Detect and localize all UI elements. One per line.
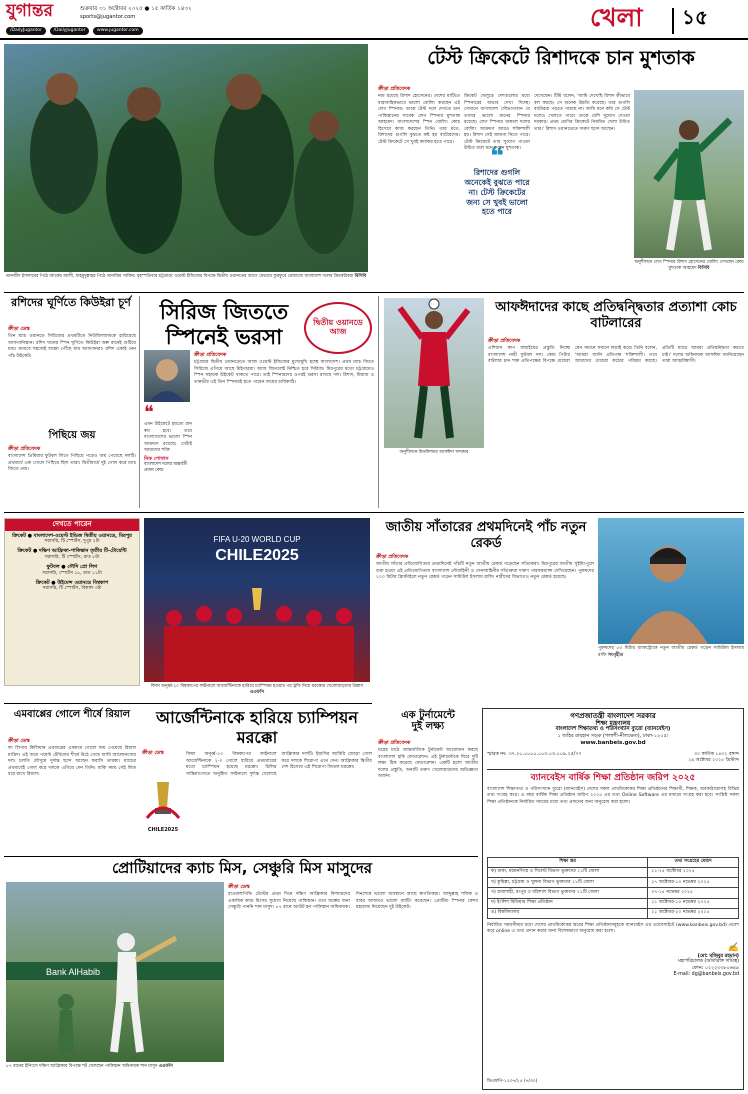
- page-number: ১৫: [682, 5, 708, 29]
- mushtaq-body-left: নাম রয়েছে রিশাদ হোসেনের। দেশের মাটিতে ধারাবাহিকভাবে ভালো বোলিং করছেন এই লেগ স্পিনার। তাকে টেস্ট দলে দেখতে চান পাকিস্তানের সাবেক লেগ স্পিনার মুশতাক আহমেদ। বাংলাদেশের স্পিন বোলিং কোচ হিসেবে কাজ করছেন তিনি। তার মতে, রিশাদের গুগলি বুঝতে কষ্ট হয় ব্যাটারদের। টেস্ট ক্রিকেটে সে খুবই কার্যকর হতে পারে।: [378, 94, 460, 145]
- tv-item: ক্রিকেট ● বাংলাদেশ-ওয়েস্ট ইন্ডিজ দ্বিতীয় ওয়ানডে, মিরপুর সরাসরি, টি স্পোর্টস, দুপুর ২টা: [12, 532, 132, 545]
- swim-byline: ক্রীড়া প্রতিবেদক: [376, 554, 409, 560]
- quote-mark-icon: ❝: [144, 402, 154, 423]
- team-photo-credit: বিসিবি: [354, 274, 367, 279]
- protea-photo-caption: ৮৭ রানের ইনিংসে দক্ষিণ আফ্রিকার বিপক্ষে শট খেলছেন পাকিস্তান অধিনায়ক শান মাসুদ এএফপি: [6, 1064, 173, 1069]
- protea-headline: প্রোটিয়াদের ক্যাচ মিস, সেঞ্চুরি মিস মাসুদের: [6, 860, 478, 877]
- pichhiye-byline: ক্রীড়া প্রতিবেদক: [8, 446, 41, 452]
- tv-item: ফুটবল ● সৌদি প্রো লিগ সরাসরি, স্পোর্টস ১৮, রাত ১১টা: [42, 564, 102, 576]
- divider: [4, 856, 478, 857]
- social-facebook[interactable]: /DailyJugantor: [6, 27, 46, 35]
- pichhiye-headline: পিছিয়ে জয়: [48, 430, 96, 441]
- table-row: গ) রাজশাহী, রংপুর ও বরিশাল বিভাগ ভুক্তদের ২১টি জেলা ০৭-১৫ নভেম্বর ২০২৫: [488, 888, 739, 898]
- quote-mark-icon: ❝: [489, 142, 505, 170]
- series-body: চট্টগ্রামে দ্বিতীয় ওয়ানডেতে আজ ওয়েস্ট ইন্ডিজের মুখোমুখি হচ্ছে বাংলাদেশ। প্রথম ম্যাচ জিতে সিরিজে এগিয়ে আছে টাইগাররা। আজ জিতলেই নিশ্চিত হবে সিরিজ। মিরপুরের মতো চট্টগ্রামেও স্পিন সহায়ক উইকেট থাকতে পারে। তাই স্পিনারদের ওপরই ভরসা রাখছে দল। রিশাদ, মিরাজ ও তানভীর এই তিন স্পিনারই হতে পারেন জয়ের চাবিকাঠি।: [194, 360, 374, 385]
- afeida-photo: [384, 298, 484, 448]
- ad-signature: ✍ (মো: মজিবুর রহমান) মহাপরিচালক (অতিরিক্ত দায়িত্ব) ফোন: ০২২২৩৩৮০৬৪৯ E-mail: dg@banbeis.gov.bd: [487, 942, 739, 979]
- team-photo-illustration: [4, 44, 368, 272]
- ad-gov-title: গণপ্রজাতন্ত্রী বাংলাদেশ সরকার: [570, 712, 656, 720]
- masthead-date: শুক্রবার ৩১ অক্টোবর ২০২৫ ● ১৫ কার্তিক ১৪৩২: [80, 6, 192, 12]
- footballer-illustration: [384, 298, 484, 448]
- section-divider: [672, 8, 674, 34]
- u20-photo-caption: ফিফা অনূর্ধ্ব-২০ বিশ্বকাপের ফাইনালে আর্জেন্টিনাকে হারিয়ে চ্যাম্পিয়ন হওয়ার পর ট্রফি নিয়ে মরক্কোর খেলোয়াড়দের উল্লাস এএফপি: [150, 684, 364, 695]
- ad-ministry: শিক্ষা মন্ত্রণালয়: [595, 719, 631, 727]
- tv-listing: [4, 518, 140, 686]
- table-row: ঙ) বিশ্ববিদ্যালয় ২১ অক্টোবর-২০ নভেম্বর ২০২৫: [488, 908, 739, 918]
- u20-logo: CHILE2025: [142, 778, 184, 852]
- mushtaq-byline: ক্রীড়া প্রতিবেদক: [378, 86, 411, 92]
- u20-logo-line2: CHILE2025: [215, 547, 299, 564]
- argentina-headline: আর্জেন্টিনাকে হারিয়ে চ্যাম্পিয়ন মরক্কো: [156, 708, 358, 747]
- swim-body: জাতীয় সাঁতার প্রতিযোগিতার প্রথমদিনেই পাঁচটি নতুন জাতীয় রেকর্ড গড়েছেন সাঁতারুরা। মিরপুরের জাতীয় সুইমিংপুলে শুরু হওয়া এই প্রতিযোগিতায় বাংলাদেশ নৌবাহিনী ও সেনাবাহিনীর সাঁতারুরা দারুণ পারফরম্যান্স দেখিয়েছেন। পুরুষদের ২০০ মিটার ফ্রিস্টাইলে নতুন রেকর্ড গড়েন সামিউল ইসলাম রাফি। নারীদের বিভাগেও নতুন রেকর্ড হয়েছে।: [376, 562, 594, 581]
- mbappe-byline: ক্রীড়া ডেস্ক: [8, 738, 30, 744]
- tv-item: ক্রিকেট ● দক্ষিণ আফ্রিকা-পাকিস্তান তৃতীয় টি-টোয়েন্টি সরাসরি, টি স্পোর্টস, রাত ৮টা: [17, 548, 127, 560]
- masthead-logo: যুগান্তর: [6, 1, 53, 21]
- pichhiye-body: বাংলাদেশ প্রিমিয়ার ফুটবল লিগে পিছিয়ে পড়েও জয় পেয়েছে দলটি। প্রথমার্ধে এক গোলে পিছিয়ে ছিল তারা। দ্বিতীয়ার্ধে দুই গোল করে ম্যাচ জিতে নেয়।: [8, 454, 136, 473]
- tv-listing-items: [5, 531, 139, 600]
- kiwis-headline: রশিদের ঘূর্ণিতে কিউইরা চূর্ণ: [11, 296, 131, 309]
- world-cup-trophy-icon: [143, 778, 183, 824]
- bowler-illustration: [634, 90, 744, 258]
- ad-web[interactable]: www.banbeis.gov.bd: [580, 739, 646, 746]
- tv-listing-title: দেখতে পারেন: [5, 519, 139, 531]
- swim-headline: জাতীয় সাঁতারের প্রথমদিনেই পাঁচ নতুন রেকর্ড: [385, 520, 587, 552]
- celebration-illustration: [144, 518, 370, 682]
- u20-celebration-photo: [144, 518, 370, 682]
- ad-org: বাংলাদেশ শিক্ষাতথ্য ও পরিসংখ্যান ব্যুরো (ব্যানবেইস): [555, 726, 671, 733]
- trophy-icon: [252, 588, 262, 610]
- coach-portrait: [144, 350, 190, 402]
- tournament-body: ঘরের মাঠে আন্তর্জাতিক টুর্নামেন্ট আয়োজন করছে বাংলাদেশ হকি ফেডারেশন। এই টুর্নামেন্টকে ঘিরে দুটি লক্ষ্য ঠিক করেছে ফেডারেশন। একটি হলো জাতীয় দলের প্রস্তুতি, অন্যটি তরুণ খেলোয়াড়দের অভিজ্ঞতা অর্জন।: [378, 748, 478, 780]
- column-rule: [378, 296, 379, 508]
- ad-memo: স্মারক নং: ৩৭.২০.০০০০.০০৩.০৩.০০৯.২৫/৭৭: [487, 751, 582, 757]
- ad-memo-row: [487, 752, 739, 764]
- table-row: ঘ) ইংলিশ মিডিয়াম শিক্ষা প্রতিষ্ঠান ২১ অক্টোবর-১০ নভেম্বর ২০২৫: [488, 898, 739, 908]
- kiwis-body: তিন ম্যাচ ওয়ানডে সিরিজের প্রথমটিতে নিউজিল্যান্ডকে হারিয়েছে আফগানিস্তান। রশিদ খানের স্পিন ঘূর্ণিতে কিউইরা অল্প রানেই গুটিয়ে যায়। জবাবে সহজেই লক্ষ্যে পৌঁছে যায় আফগানরা। রশিদ একাই নেন পাঁচ উইকেট।: [8, 334, 136, 359]
- protea-photo: [6, 882, 224, 1062]
- argentina-body: ফিফা অনূর্ধ্ব-২০ বিশ্বকাপের ফাইনালে আর্জেন্টিনাকে ২-০ গোলে হারিয়ে প্রথমবারের মতো চ্যাম্পিয়ন হয়েছে মরক্কো। চিলির সান্তিয়াগোতে অনুষ্ঠিত ফাইনালে দুর্দান্ত খেলেছে আফ্রিকার দলটি। ইয়াসির জাবিরি জোড়া গোল করে দলকে শিরোপা এনে দেন। আফ্রিকার দ্বিতীয় দেশ হিসেবে এই শিরোপা জিতল মরক্কো।: [186, 752, 372, 777]
- divider: [4, 512, 744, 513]
- ad-body: বাংলাদেশ শিক্ষাতথ্য ও পরিসংখ্যান ব্যুরো (ব্যানবেইস) দেশের সকল প্রাথমিকোত্তর শিক্ষা প্রতিষ্ঠানের শিক্ষার্থী, শিক্ষক, অবকাঠামোসহ বিভিন্ন তথ্য সংগ্রহ করে। এ বছর বার্ষিক শিক্ষা প্রতিষ্ঠান জরিপ ২০২৫ এর তথ্য Online Software এর মাধ্যমে সংগ্রহ করা হবে। সংশ্লিষ্ট সকল শিক্ষা প্রতিষ্ঠানকে নির্ধারিত সময়ের মধ্যে তথ্য প্রদানের জন্য অনুরোধ করা হলো।: [487, 786, 739, 805]
- kiwis-byline: ক্রীড়া ডেস্ক: [8, 326, 30, 332]
- mushtaq-photo-caption: অনুশীলনে লেগ স্পিনার রিশাদ হোসেনের বোলিং দেখছেন কোচ মুশতাক আহমেদ বিসিবি: [634, 260, 744, 271]
- ad-schedule-table: শিক্ষা স্তর তথ্য সংগ্রহের মেয়াদ ক) ঢাকা, ময়মনসিংহ ও সিলেট বিভাগ ভুক্তদের ২১টি জেলা ২১-২৫ অক্টোবর ২০২৫ খ) কুমিল্লা, চট্টগ্রাম ও খুলনা বিভাগ ভুক্তদের ২১টি জেলা ২৭ অক্টোবর-১০ নভেম্বর ২০২৫ গ) রাজশাহী, রংপুর ও বরিশাল বিভাগ ভুক্তদের ২১টি জেলা ০৭-১৫ নভেম্বর ২০২৫ ঘ) ইংলিশ মিডিয়াম শিক্ষা প্রতিষ্ঠান ২১ অক্টোবর-১০ নভেম্বর ২০২৫ ঙ) বিশ্ববিদ্যালয় ২১ অক্টোবর-২০ নভেম্বর ২০২৫: [487, 857, 739, 919]
- swim-photo-caption: পুরুষদের ৫০ মিটার ব্যাকস্ট্রোকে নতুন জাতীয় রেকর্ড গড়েন সামিউল ইসলাম রাফি সংগৃহীত: [598, 646, 744, 658]
- masthead: [0, 0, 748, 40]
- tv-item: ক্রিকেট ● উইমেন্স ওয়ানডে বিশ্বকাপ সরাসরি, টি স্পোর্টস, বিকাল ৩টা: [35, 579, 109, 592]
- series-byline: ক্রীড়া প্রতিবেদক: [194, 352, 227, 358]
- botlar-body: এশিয়ান কাপ বাছাইয়ের প্রস্তুতি নিচ্ছে বাংলাদেশ নারী ফুটবল দল। কোচ পিটার বাটলার চান শক্ত প্রতিপক্ষের বিপক্ষে মেয়েরা যেন সমানে সমানে লড়াই করে। তিনি বলেন, 'আমরা জানি প্রতিপক্ষ শক্তিশালী। তবে আমাদের মেয়েরা কঠোর পরিশ্রম করছে। প্রতিটি ম্যাচে আমরা প্রতিদ্বন্দ্বিতা করতে চাই।' দলের অধিনায়ক আফঈদা জানিয়েছেন তারা আত্মবিশ্বাসী।: [488, 346, 744, 365]
- mbappe-headline: এমবাপ্পের গোলে শীর্ষে রিয়াল: [13, 709, 131, 720]
- signature-mark: ✍: [727, 942, 739, 953]
- column-rule: [139, 296, 140, 508]
- mushtaq-headline: টেস্ট ক্রিকেটে রিশাদকে চান মুশতাক: [427, 47, 695, 69]
- stadium-board: Bank AlHabib: [46, 967, 101, 977]
- series-badge: দ্বিতীয় ওয়ানডে আজ: [304, 302, 372, 354]
- section-title: খেলা: [590, 3, 643, 32]
- botlar-headline: আফঈদাদের কাছে প্রতিদ্বন্দ্বিতার প্রত্যাশা কোচ বাটলারের: [495, 300, 737, 332]
- swimmer-illustration: [598, 518, 744, 644]
- table-row: ক) ঢাকা, ময়মনসিংহ ও সিলেট বিভাগ ভুক্তদের ২১টি জেলা ২১-২৫ অক্টোবর ২০২৫: [488, 867, 739, 877]
- coach-photo: [144, 350, 190, 402]
- mushtaq-body-mid: ক্রিকেট খেলুড়ে দেশগুলোর মধ্যে স্পিনারের অভাব দেখা দিচ্ছে। সেখানে বাংলাদেশ সৌভাগ্যবান যে তাদের ভালো মানের স্পিনার রয়েছে। লেগ স্পিনার থাকলে দলের বোলিং আক্রমণ আরও শক্তিশালী হয়। রিশাদ সেই জায়গা নিতে পারে। টেস্ট ক্রিকেটে তার সুযোগ পাওয়া উচিত বলে মনে করেন মুশতাক।: [464, 94, 530, 152]
- social-twitter[interactable]: /DailyJugantor: [50, 27, 90, 35]
- ad-footer: নির্ধারিত সময়সীমার মধ্যে দেশের প্রাথমিকোত্তর স্তরের শিক্ষা প্রতিষ্ঠানসমূহকে ব্যানবেইস এর ওয়েবসাইটে (www.banbeis.gov.bd) প্রবেশ করে online এ তথ্য প্রদান করার জন্য বিশেষভাবে অনুরোধ করা হলো।: [487, 922, 739, 935]
- mbappe-body: লা লিগায় কিলিয়ান এমবাপ্পের একমাত্র গোলে জয় পেয়েছে রিয়াল মাদ্রিদ। এই জয়ে পয়েন্ট টেবিলের শীর্ষে উঠে গেছে জাবি আলোনসোর দল। চলতি মৌসুমে দুর্দান্ত ছন্দে আছেন ফরাসি তারকা। ম্যাচের প্রথমার্ধেই গোল করে দলকে এগিয়ে দেন তিনি। বাকি সময় সেই লিড ধরে রাখে রিয়াল।: [8, 746, 136, 778]
- tournament-byline: ক্রীড়া প্রতিবেদক: [378, 740, 411, 746]
- mushtaq-photo: [634, 90, 744, 258]
- team-photo-caption: তানজীদ ইসলামের পিঠে জাকের আলী, মাহমুদুল্লাহর পিঠে তানজিম সাকিব। বৃহস্পতিবার চট্টগ্রামে ওয়েস্ট ইন্ডিজের বিপক্ষে দ্বিতীয় ওয়ানডের আগে যেভাবে ফুরফুরে মেজাজে বাংলাদেশ দলের ক্রিকেটাররা বিসিবি: [5, 274, 367, 279]
- protea-body: রাওয়ালপিন্ডি টেস্টের প্রথম দিনে দক্ষিণ আফ্রিকার ফিল্ডারদের একাধিক ক্যাচ মিসের সুযোগ নিয়েছে পাকিস্তান। তবে অল্পের জন্য সেঞ্চুরি পাননি শান মাসুদ। ৮৭ রানে আউট হন পাকিস্তান অধিনায়ক। দিনশেষে ভালো অবস্থানে আছে স্বাগতিকরা। আব্দুল্লাহ শফিক ও বাবর আজমও ভালো ব্যাটিং করেছেন। প্রোটিয়া স্পিনার কেশব মহারাজ নিয়েছেন দুই উইকেট।: [228, 892, 478, 911]
- ad-dates: ৩০ কার্তিক ১৪৩২ বঙ্গাব্দ ২৯ অক্টোবর ২০২৫ খ্রিস্টাব্দ: [688, 751, 739, 763]
- mushtaq-body-right: দেখেছেন। টিমি বলেন, 'আমি দেখেছি রিশাদ কীভাবে বল করছে। সে অনেক উন্নতি করেছে। তার গুগলি ব্যাটাররা পড়তে পারছে না। আমি মনে করি সে টেস্ট দলেও খেলতে পারে। তাকে বেশি সুযোগ দেওয়া দরকার। প্রথম শ্রেণির ক্রিকেটে নিয়মিত খেলা উচিত তার।' রিশাদ ওয়ানডেতে দারুণ ছন্দে আছেন।: [534, 94, 630, 132]
- social-web[interactable]: www.jugantor.com: [93, 27, 143, 35]
- argentina-byline: ক্রীড়া ডেস্ক: [142, 750, 164, 756]
- ad-address: ১ জহির রায়হান সড়ক (পলাশী-নীলক্ষেত), ঢাকা-১২০৫।: [557, 733, 669, 740]
- protea-byline: ক্রীড়া ডেস্ক: [228, 884, 250, 890]
- divider: [4, 292, 744, 293]
- mushtaq-quote: ❝ রিশাদের গুগলি অনেকেই বুঝতে পারে না। টেস্ট ক্রিকেটের জন্য সে খুবই ভালো হতে পারে: [464, 142, 530, 217]
- ad-dfp: ডিএফপি-১২৩৭/২৫ (৭/৩০): [487, 1079, 538, 1085]
- team-photo: [4, 44, 368, 272]
- botlar-byline: ক্রীড়া প্রতিবেদক: [488, 338, 521, 344]
- tournament-headline: এক টুর্নামেন্টে দুই লক্ষ্য: [401, 710, 455, 732]
- batsman-illustration: [6, 882, 224, 1062]
- series-headline: সিরিজ জিততে স্পিনেই ভরসা: [159, 300, 289, 350]
- u20-logo-line1: FIFA U-20 WORLD CUP: [213, 535, 301, 544]
- banbeis-advertisement: [482, 708, 744, 1090]
- table-row: খ) কুমিল্লা, চট্টগ্রাম ও খুলনা বিভাগ ভুক্তদের ২১টি জেলা ২৭ অক্টোবর-১০ নভেম্বর ২০২৫: [488, 878, 739, 888]
- afeida-caption: অনুশীলনে মিডফিল্ডার আফঈদা খন্দকার: [399, 450, 469, 455]
- divider: [4, 703, 372, 704]
- masthead-email: sports@jugantor.com: [80, 14, 136, 20]
- ad-title: ব্যানবেইস বার্ষিক শিক্ষা প্রতিষ্ঠান জরিপ ২০২৫: [487, 769, 739, 784]
- series-quote: ❝ এমন উইকেটে হয়তো রান কম হবে। তবে বাংলাদেশের ভালো স্পিন আক্রমণ রয়েছে। সেটাই আমাদের শক্তি নিক পোথাস বাংলাদেশ দলের অন্তর্বর্তী প্রধান কোচ: [144, 402, 192, 474]
- masthead-social: [6, 27, 266, 37]
- swimmer-photo: [598, 518, 744, 644]
